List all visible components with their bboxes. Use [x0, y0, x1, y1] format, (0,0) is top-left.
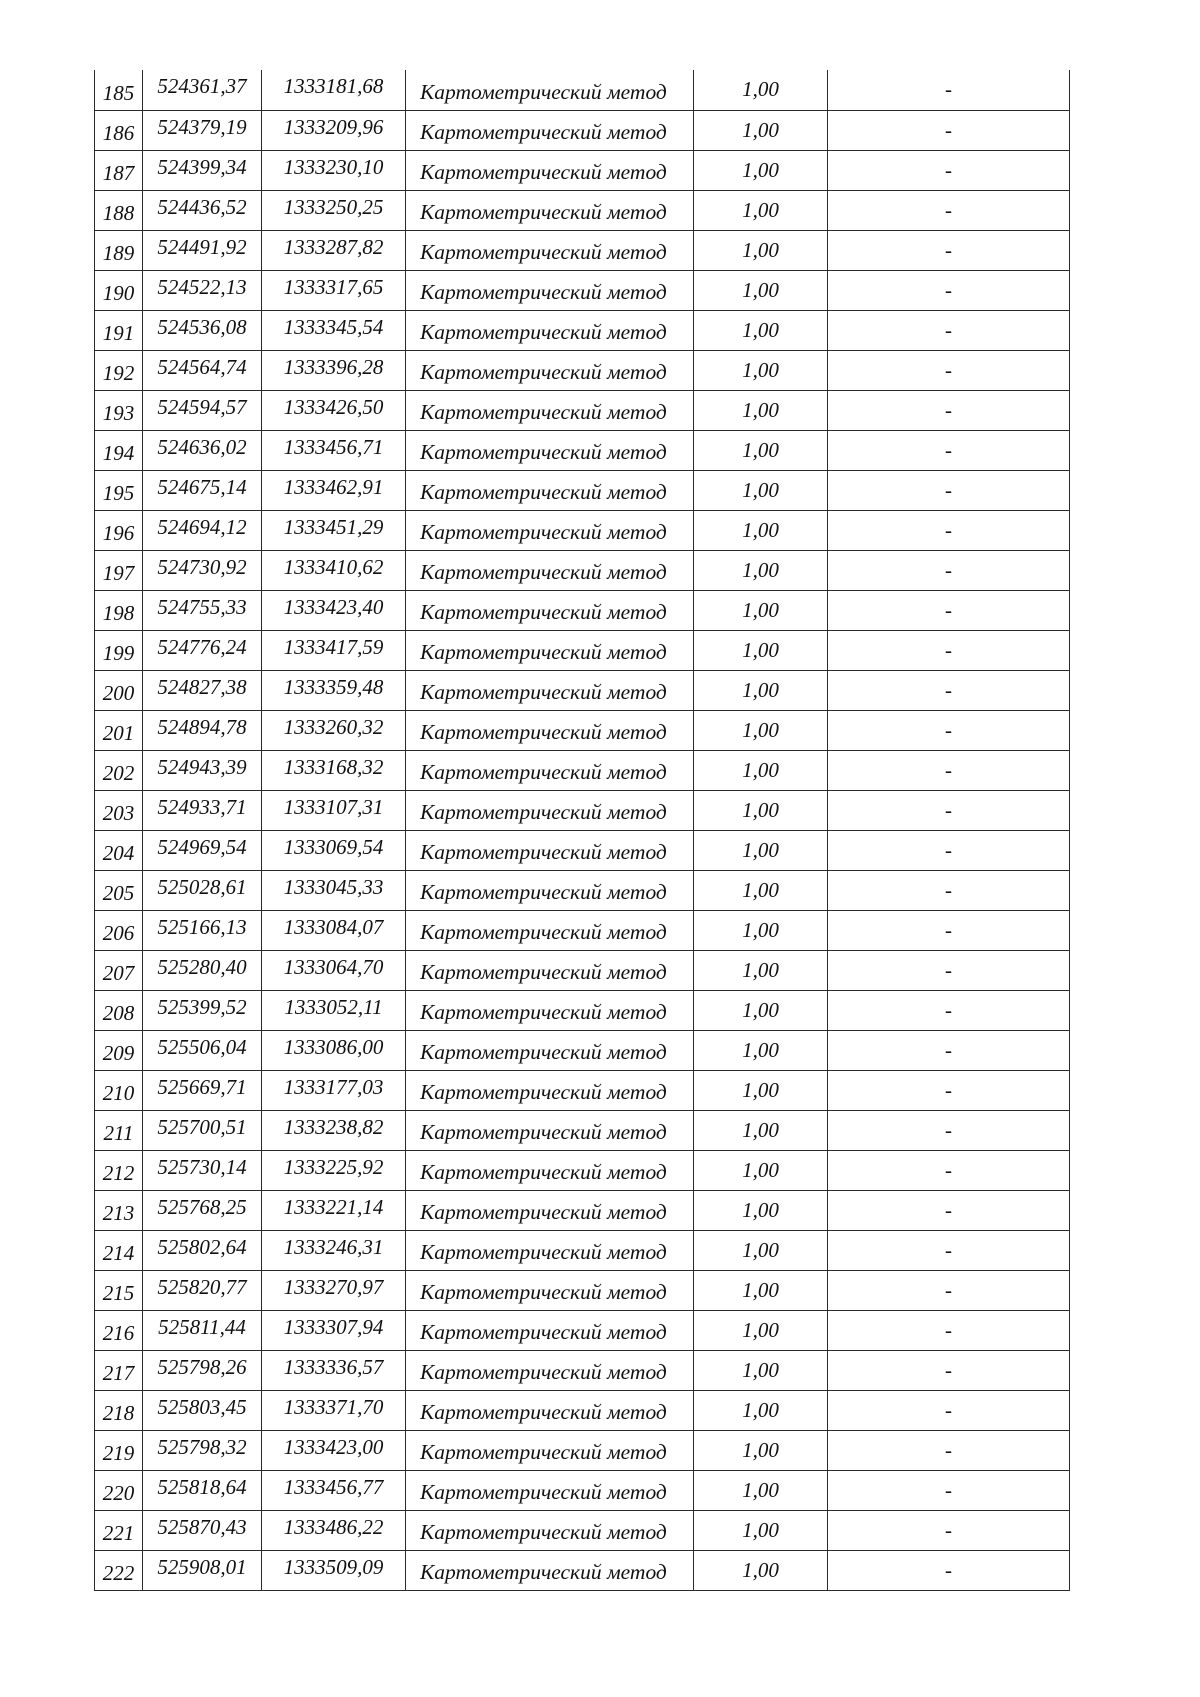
- x-coordinate-cell: 524675,14: [143, 470, 262, 510]
- x-coordinate-cell: 525028,61: [143, 870, 262, 910]
- accuracy-cell: 1,00: [694, 990, 828, 1030]
- method-cell: Картометрический метод: [406, 870, 694, 910]
- x-coordinate-cell: 524522,13: [143, 270, 262, 310]
- description-cell: -: [828, 950, 1070, 990]
- accuracy-cell: 1,00: [694, 470, 828, 510]
- description-cell: -: [828, 1550, 1070, 1590]
- x-coordinate-cell: 525399,52: [143, 990, 262, 1030]
- table-row: [95, 710, 1070, 750]
- y-coordinate-cell: 1333345,54: [262, 310, 406, 350]
- table-row: [95, 1230, 1070, 1270]
- description-cell: -: [828, 150, 1070, 190]
- method-cell: Картометрический метод: [406, 990, 694, 1030]
- y-coordinate-cell: 1333045,33: [262, 870, 406, 910]
- accuracy-cell: 1,00: [694, 1390, 828, 1430]
- method-cell: Картометрический метод: [406, 350, 694, 390]
- y-coordinate-cell: 1333410,62: [262, 550, 406, 590]
- x-coordinate-cell: 524594,57: [143, 390, 262, 430]
- x-coordinate-cell: 525700,51: [143, 1110, 262, 1150]
- x-coordinate-cell: 525768,25: [143, 1190, 262, 1230]
- x-coordinate-cell: 524399,34: [143, 150, 262, 190]
- y-coordinate-cell: 1333168,32: [262, 750, 406, 790]
- table-row: [95, 590, 1070, 630]
- method-cell: Картометрический метод: [406, 670, 694, 710]
- accuracy-cell: 1,00: [694, 1110, 828, 1150]
- point-number-cell: 199: [95, 630, 143, 670]
- y-coordinate-cell: 1333486,22: [262, 1510, 406, 1550]
- description-cell: -: [828, 630, 1070, 670]
- accuracy-cell: 1,00: [694, 1470, 828, 1510]
- description-cell: -: [828, 830, 1070, 870]
- x-coordinate-cell: 524536,08: [143, 310, 262, 350]
- table-row: [95, 310, 1070, 350]
- x-coordinate-cell: 524943,39: [143, 750, 262, 790]
- point-number-cell: 195: [95, 470, 143, 510]
- x-coordinate-cell: 525811,44: [143, 1310, 262, 1350]
- method-cell: Картометрический метод: [406, 70, 694, 110]
- table-row: [95, 1110, 1070, 1150]
- description-cell: -: [828, 110, 1070, 150]
- description-cell: -: [828, 1390, 1070, 1430]
- accuracy-cell: 1,00: [694, 1510, 828, 1550]
- table-row: [95, 230, 1070, 270]
- point-number-cell: 215: [95, 1270, 143, 1310]
- description-cell: -: [828, 1030, 1070, 1070]
- point-number-cell: 204: [95, 830, 143, 870]
- x-coordinate-cell: 524694,12: [143, 510, 262, 550]
- accuracy-cell: 1,00: [694, 790, 828, 830]
- y-coordinate-cell: 1333064,70: [262, 950, 406, 990]
- description-cell: -: [828, 750, 1070, 790]
- y-coordinate-cell: 1333107,31: [262, 790, 406, 830]
- accuracy-cell: 1,00: [694, 110, 828, 150]
- x-coordinate-cell: 525506,04: [143, 1030, 262, 1070]
- method-cell: Картометрический метод: [406, 270, 694, 310]
- accuracy-cell: 1,00: [694, 910, 828, 950]
- description-cell: -: [828, 1310, 1070, 1350]
- accuracy-cell: 1,00: [694, 950, 828, 990]
- table-row: [95, 870, 1070, 910]
- y-coordinate-cell: 1333317,65: [262, 270, 406, 310]
- accuracy-cell: 1,00: [694, 350, 828, 390]
- x-coordinate-cell: 525803,45: [143, 1390, 262, 1430]
- table-row: [95, 150, 1070, 190]
- method-cell: Картометрический метод: [406, 790, 694, 830]
- method-cell: Картометрический метод: [406, 230, 694, 270]
- accuracy-cell: 1,00: [694, 590, 828, 630]
- point-number-cell: 202: [95, 750, 143, 790]
- table-row: [95, 550, 1070, 590]
- table-row: [95, 190, 1070, 230]
- x-coordinate-cell: 525820,77: [143, 1270, 262, 1310]
- accuracy-cell: 1,00: [694, 830, 828, 870]
- table-row: [95, 390, 1070, 430]
- description-cell: -: [828, 1150, 1070, 1190]
- accuracy-cell: 1,00: [694, 1350, 828, 1390]
- accuracy-cell: 1,00: [694, 1310, 828, 1350]
- point-number-cell: 211: [95, 1110, 143, 1150]
- accuracy-cell: 1,00: [694, 710, 828, 750]
- method-cell: Картометрический метод: [406, 1350, 694, 1390]
- table-row: [95, 1270, 1070, 1310]
- description-cell: -: [828, 430, 1070, 470]
- table-row: [95, 950, 1070, 990]
- table-row: [95, 750, 1070, 790]
- method-cell: Картометрический метод: [406, 1390, 694, 1430]
- table-row: [95, 1430, 1070, 1470]
- point-number-cell: 217: [95, 1350, 143, 1390]
- description-cell: -: [828, 910, 1070, 950]
- y-coordinate-cell: 1333336,57: [262, 1350, 406, 1390]
- point-number-cell: 222: [95, 1550, 143, 1590]
- point-number-cell: 188: [95, 190, 143, 230]
- point-number-cell: 201: [95, 710, 143, 750]
- y-coordinate-cell: 1333423,40: [262, 590, 406, 630]
- point-number-cell: 208: [95, 990, 143, 1030]
- description-cell: -: [828, 670, 1070, 710]
- x-coordinate-cell: 524564,74: [143, 350, 262, 390]
- y-coordinate-cell: 1333426,50: [262, 390, 406, 430]
- y-coordinate-cell: 1333181,68: [262, 70, 406, 110]
- accuracy-cell: 1,00: [694, 230, 828, 270]
- table-row: [95, 70, 1070, 110]
- table-row: [95, 470, 1070, 510]
- description-cell: -: [828, 270, 1070, 310]
- method-cell: Картометрический метод: [406, 1030, 694, 1070]
- table-row: [95, 1510, 1070, 1550]
- method-cell: Картометрический метод: [406, 1070, 694, 1110]
- accuracy-cell: 1,00: [694, 1150, 828, 1190]
- coordinates-table-body: [95, 70, 1070, 1590]
- description-cell: -: [828, 310, 1070, 350]
- x-coordinate-cell: 525280,40: [143, 950, 262, 990]
- accuracy-cell: 1,00: [694, 1190, 828, 1230]
- method-cell: Картометрический метод: [406, 110, 694, 150]
- accuracy-cell: 1,00: [694, 870, 828, 910]
- x-coordinate-cell: 524894,78: [143, 710, 262, 750]
- accuracy-cell: 1,00: [694, 510, 828, 550]
- point-number-cell: 185: [95, 70, 143, 110]
- point-number-cell: 200: [95, 670, 143, 710]
- table-row: [95, 1550, 1070, 1590]
- method-cell: Картометрический метод: [406, 590, 694, 630]
- description-cell: -: [828, 1230, 1070, 1270]
- table-row: [95, 1150, 1070, 1190]
- description-cell: -: [828, 590, 1070, 630]
- accuracy-cell: 1,00: [694, 670, 828, 710]
- x-coordinate-cell: 525166,13: [143, 910, 262, 950]
- x-coordinate-cell: 524730,92: [143, 550, 262, 590]
- description-cell: -: [828, 1190, 1070, 1230]
- method-cell: Картометрический метод: [406, 1550, 694, 1590]
- accuracy-cell: 1,00: [694, 390, 828, 430]
- point-number-cell: 209: [95, 1030, 143, 1070]
- point-number-cell: 219: [95, 1430, 143, 1470]
- point-number-cell: 193: [95, 390, 143, 430]
- method-cell: Картометрический метод: [406, 190, 694, 230]
- x-coordinate-cell: 525818,64: [143, 1470, 262, 1510]
- point-number-cell: 189: [95, 230, 143, 270]
- table-row: [95, 630, 1070, 670]
- method-cell: Картометрический метод: [406, 910, 694, 950]
- point-number-cell: 220: [95, 1470, 143, 1510]
- accuracy-cell: 1,00: [694, 1430, 828, 1470]
- y-coordinate-cell: 1333246,31: [262, 1230, 406, 1270]
- x-coordinate-cell: 525730,14: [143, 1150, 262, 1190]
- y-coordinate-cell: 1333069,54: [262, 830, 406, 870]
- y-coordinate-cell: 1333270,97: [262, 1270, 406, 1310]
- method-cell: Картометрический метод: [406, 1470, 694, 1510]
- y-coordinate-cell: 1333052,11: [262, 990, 406, 1030]
- method-cell: Картометрический метод: [406, 710, 694, 750]
- point-number-cell: 186: [95, 110, 143, 150]
- y-coordinate-cell: 1333230,10: [262, 150, 406, 190]
- method-cell: Картометрический метод: [406, 1430, 694, 1470]
- y-coordinate-cell: 1333456,71: [262, 430, 406, 470]
- y-coordinate-cell: 1333371,70: [262, 1390, 406, 1430]
- accuracy-cell: 1,00: [694, 310, 828, 350]
- point-number-cell: 190: [95, 270, 143, 310]
- table-row: [95, 510, 1070, 550]
- description-cell: -: [828, 1510, 1070, 1550]
- x-coordinate-cell: 525870,43: [143, 1510, 262, 1550]
- point-number-cell: 205: [95, 870, 143, 910]
- method-cell: Картометрический метод: [406, 1230, 694, 1270]
- y-coordinate-cell: 1333221,14: [262, 1190, 406, 1230]
- description-cell: -: [828, 1070, 1070, 1110]
- x-coordinate-cell: 524636,02: [143, 430, 262, 470]
- table-row: [95, 270, 1070, 310]
- x-coordinate-cell: 524379,19: [143, 110, 262, 150]
- description-cell: -: [828, 350, 1070, 390]
- coordinates-table: [94, 70, 1070, 1591]
- y-coordinate-cell: 1333209,96: [262, 110, 406, 150]
- point-number-cell: 192: [95, 350, 143, 390]
- x-coordinate-cell: 525798,32: [143, 1430, 262, 1470]
- x-coordinate-cell: 524969,54: [143, 830, 262, 870]
- y-coordinate-cell: 1333238,82: [262, 1110, 406, 1150]
- point-number-cell: 214: [95, 1230, 143, 1270]
- point-number-cell: 213: [95, 1190, 143, 1230]
- method-cell: Картометрический метод: [406, 830, 694, 870]
- y-coordinate-cell: 1333250,25: [262, 190, 406, 230]
- method-cell: Картометрический метод: [406, 1150, 694, 1190]
- point-number-cell: 206: [95, 910, 143, 950]
- description-cell: -: [828, 1270, 1070, 1310]
- y-coordinate-cell: 1333307,94: [262, 1310, 406, 1350]
- accuracy-cell: 1,00: [694, 270, 828, 310]
- point-number-cell: 196: [95, 510, 143, 550]
- method-cell: Картометрический метод: [406, 1190, 694, 1230]
- point-number-cell: 221: [95, 1510, 143, 1550]
- description-cell: -: [828, 550, 1070, 590]
- table-row: [95, 990, 1070, 1030]
- y-coordinate-cell: 1333260,32: [262, 710, 406, 750]
- method-cell: Картометрический метод: [406, 550, 694, 590]
- x-coordinate-cell: 525798,26: [143, 1350, 262, 1390]
- method-cell: Картометрический метод: [406, 750, 694, 790]
- point-number-cell: 212: [95, 1150, 143, 1190]
- method-cell: Картометрический метод: [406, 1310, 694, 1350]
- y-coordinate-cell: 1333456,77: [262, 1470, 406, 1510]
- method-cell: Картометрический метод: [406, 390, 694, 430]
- table-row: [95, 1070, 1070, 1110]
- point-number-cell: 210: [95, 1070, 143, 1110]
- accuracy-cell: 1,00: [694, 750, 828, 790]
- x-coordinate-cell: 525908,01: [143, 1550, 262, 1590]
- table-row: [95, 1470, 1070, 1510]
- table-row: [95, 830, 1070, 870]
- y-coordinate-cell: 1333177,03: [262, 1070, 406, 1110]
- point-number-cell: 207: [95, 950, 143, 990]
- y-coordinate-cell: 1333396,28: [262, 350, 406, 390]
- table-row: [95, 1030, 1070, 1070]
- accuracy-cell: 1,00: [694, 1230, 828, 1270]
- description-cell: -: [828, 710, 1070, 750]
- method-cell: Картометрический метод: [406, 310, 694, 350]
- method-cell: Картометрический метод: [406, 1270, 694, 1310]
- method-cell: Картометрический метод: [406, 1510, 694, 1550]
- table-row: [95, 1190, 1070, 1230]
- y-coordinate-cell: 1333287,82: [262, 230, 406, 270]
- description-cell: -: [828, 1430, 1070, 1470]
- accuracy-cell: 1,00: [694, 1270, 828, 1310]
- description-cell: -: [828, 70, 1070, 110]
- y-coordinate-cell: 1333451,29: [262, 510, 406, 550]
- description-cell: -: [828, 1350, 1070, 1390]
- table-row: [95, 1390, 1070, 1430]
- table-row: [95, 350, 1070, 390]
- method-cell: Картометрический метод: [406, 430, 694, 470]
- x-coordinate-cell: 524755,33: [143, 590, 262, 630]
- accuracy-cell: 1,00: [694, 150, 828, 190]
- x-coordinate-cell: 524827,38: [143, 670, 262, 710]
- method-cell: Картометрический метод: [406, 470, 694, 510]
- point-number-cell: 218: [95, 1390, 143, 1430]
- y-coordinate-cell: 1333417,59: [262, 630, 406, 670]
- y-coordinate-cell: 1333423,00: [262, 1430, 406, 1470]
- table-row: [95, 1350, 1070, 1390]
- accuracy-cell: 1,00: [694, 430, 828, 470]
- accuracy-cell: 1,00: [694, 70, 828, 110]
- y-coordinate-cell: 1333462,91: [262, 470, 406, 510]
- y-coordinate-cell: 1333509,09: [262, 1550, 406, 1590]
- point-number-cell: 191: [95, 310, 143, 350]
- table-row: [95, 790, 1070, 830]
- accuracy-cell: 1,00: [694, 190, 828, 230]
- description-cell: -: [828, 1110, 1070, 1150]
- description-cell: -: [828, 870, 1070, 910]
- description-cell: -: [828, 190, 1070, 230]
- accuracy-cell: 1,00: [694, 1070, 828, 1110]
- description-cell: -: [828, 470, 1070, 510]
- y-coordinate-cell: 1333084,07: [262, 910, 406, 950]
- accuracy-cell: 1,00: [694, 550, 828, 590]
- description-cell: -: [828, 1470, 1070, 1510]
- method-cell: Картометрический метод: [406, 1110, 694, 1150]
- method-cell: Картометрический метод: [406, 150, 694, 190]
- x-coordinate-cell: 524491,92: [143, 230, 262, 270]
- accuracy-cell: 1,00: [694, 630, 828, 670]
- y-coordinate-cell: 1333225,92: [262, 1150, 406, 1190]
- x-coordinate-cell: 524361,37: [143, 70, 262, 110]
- point-number-cell: 203: [95, 790, 143, 830]
- description-cell: -: [828, 790, 1070, 830]
- description-cell: -: [828, 990, 1070, 1030]
- table-row: [95, 670, 1070, 710]
- description-cell: -: [828, 510, 1070, 550]
- point-number-cell: 187: [95, 150, 143, 190]
- x-coordinate-cell: 524436,52: [143, 190, 262, 230]
- table-row: [95, 430, 1070, 470]
- method-cell: Картометрический метод: [406, 510, 694, 550]
- table-row: [95, 110, 1070, 150]
- accuracy-cell: 1,00: [694, 1550, 828, 1590]
- point-number-cell: 198: [95, 590, 143, 630]
- y-coordinate-cell: 1333359,48: [262, 670, 406, 710]
- point-number-cell: 197: [95, 550, 143, 590]
- method-cell: Картометрический метод: [406, 630, 694, 670]
- point-number-cell: 194: [95, 430, 143, 470]
- table-row: [95, 1310, 1070, 1350]
- description-cell: -: [828, 230, 1070, 270]
- accuracy-cell: 1,00: [694, 1030, 828, 1070]
- method-cell: Картометрический метод: [406, 950, 694, 990]
- x-coordinate-cell: 525802,64: [143, 1230, 262, 1270]
- point-number-cell: 216: [95, 1310, 143, 1350]
- x-coordinate-cell: 524776,24: [143, 630, 262, 670]
- table-row: [95, 910, 1070, 950]
- y-coordinate-cell: 1333086,00: [262, 1030, 406, 1070]
- x-coordinate-cell: 525669,71: [143, 1070, 262, 1110]
- x-coordinate-cell: 524933,71: [143, 790, 262, 830]
- description-cell: -: [828, 390, 1070, 430]
